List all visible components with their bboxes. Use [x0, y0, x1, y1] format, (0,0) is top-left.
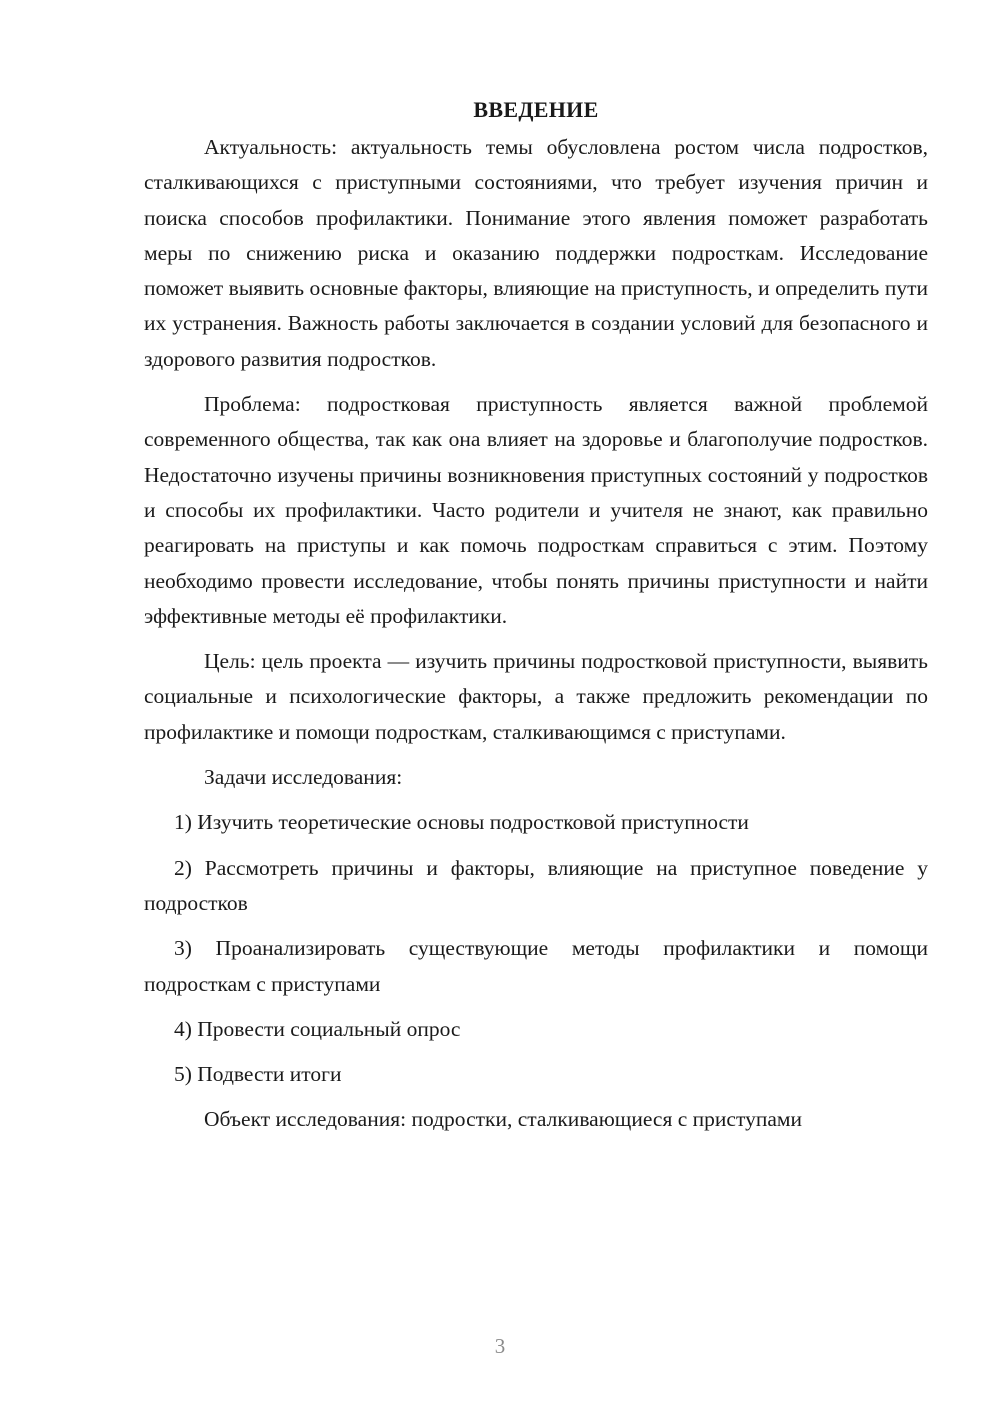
task-item-2: 2) Рассмотреть причины и факторы, влияющие на приступное поведение у подростков [144, 855, 928, 915]
task-item-1: 1) Изучить теоретические основы подростковой приступности [174, 810, 749, 835]
task-item-3: 3) Проанализировать существующие методы профилактики и помощи подросткам с приступами [144, 936, 928, 996]
problem-paragraph: Проблема: подростковая приступность является важной проблемой современного общества, так как она влияет на здоровье и благополучие подростков. Недостаточно изучены причины возникновения приступных состояний у подростков и способы их профилактики. Часто родители и учителя не знают, как правильно реагировать на приступы и как помочь подросткам справиться с этим. Поэтому необходимо провести исследование, чтобы понять причины приступности и найти эффективные методы её профилактики. [144, 392, 928, 628]
page-number: 3 [494, 1334, 506, 1358]
object-paragraph: Объект исследования: подростки, сталкивающиеся с приступами [204, 1107, 802, 1132]
goal-paragraph: Цель: цель проекта — изучить причины подростковой приступности, выявить социальные и психологические факторы, а также предложить рекомендации по профилактике и помощи подросткам, сталкивающимся с приступами. [144, 649, 928, 744]
task-item-4: 4) Провести социальный опрос [174, 1016, 461, 1041]
relevance-paragraph: Актуальность: актуальность темы обусловлена ростом числа подростков, сталкивающихся с приступными состояниями, что требует изучения причин и поиска способов профилактики. Понимание этого явления поможет разработать меры по снижению риска и оказанию поддержки подросткам. Исследование поможет выявить основные факторы, влияющие на приступность, и определить пути их устранения. Важность работы заключается в создании условий для безопасного и здорового развития подростков. [144, 135, 928, 371]
page-title: ВВЕДЕНИЕ [473, 97, 599, 122]
tasks-heading: Задачи исследования: [204, 765, 403, 790]
task-item-5: 5) Подвести итоги [174, 1062, 342, 1087]
page-content [144, 90, 928, 1138]
